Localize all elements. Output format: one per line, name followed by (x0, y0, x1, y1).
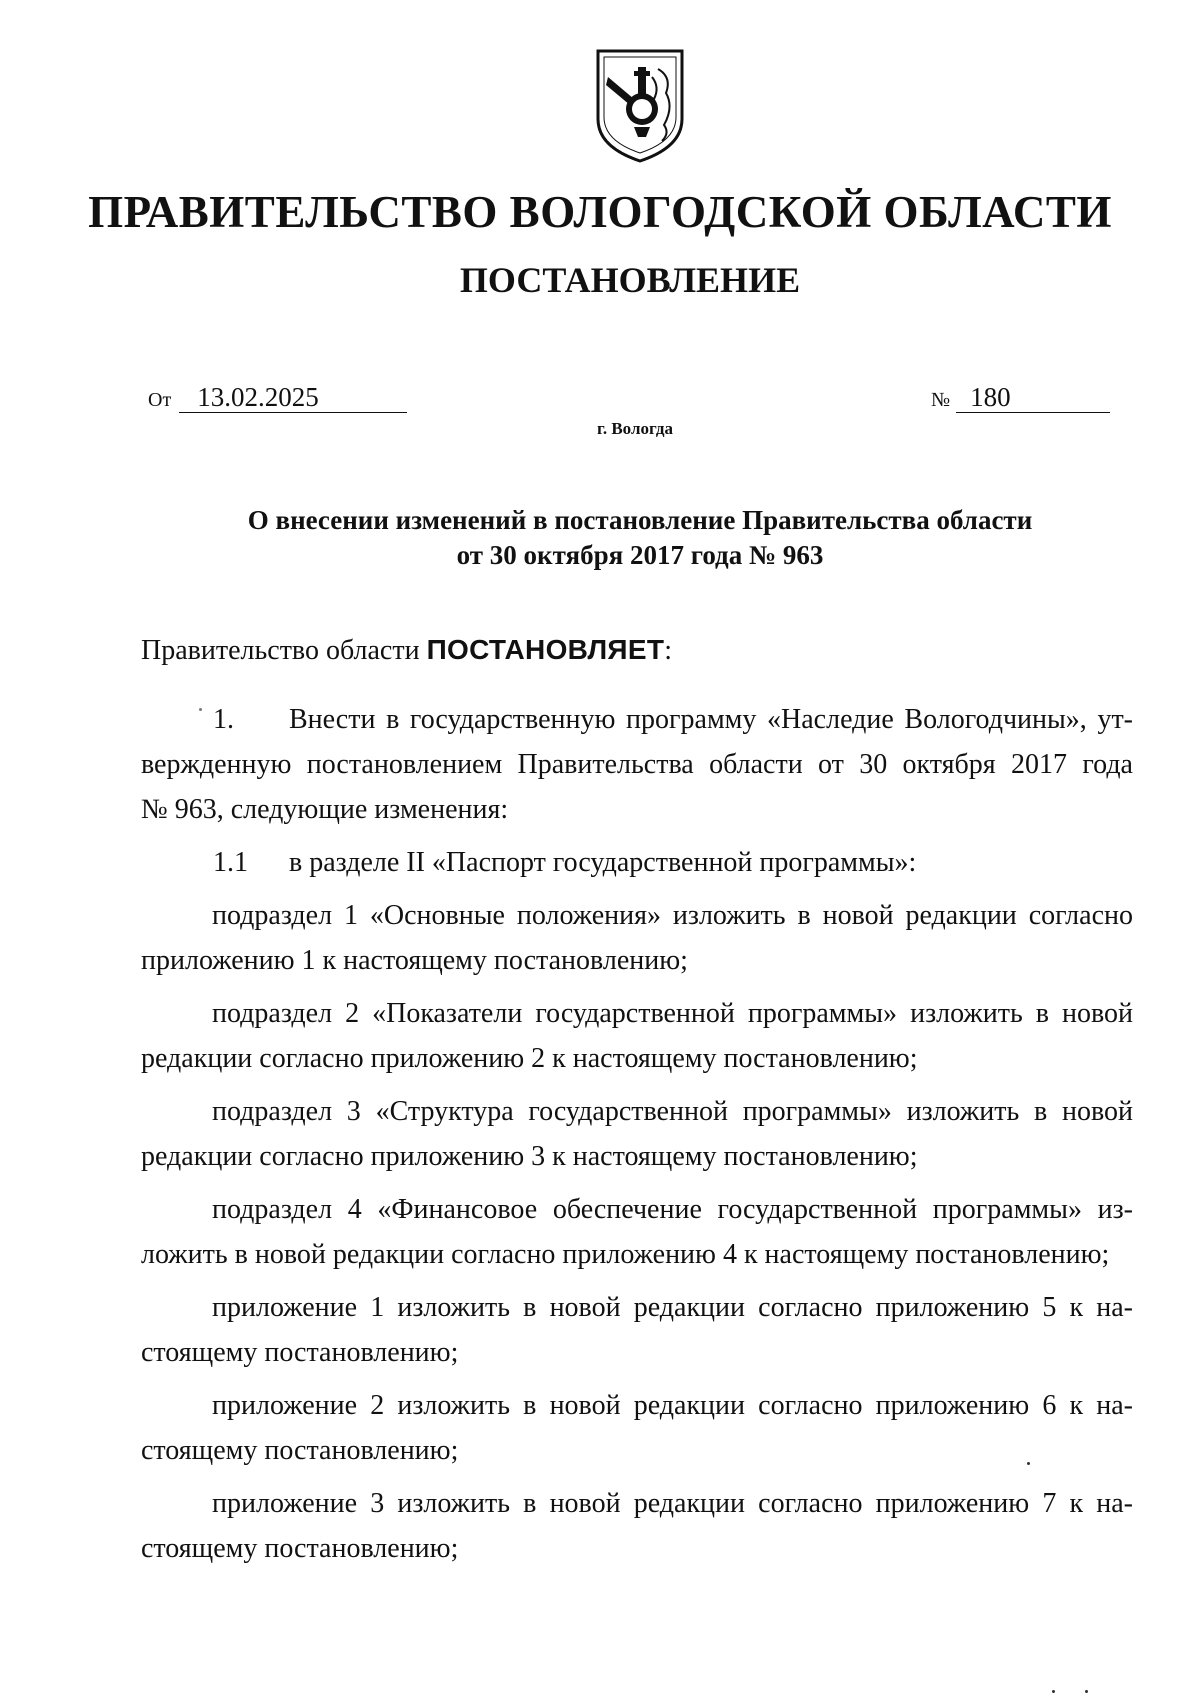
list-item-line-2: стоящему постановлению; (141, 1435, 459, 1466)
list-item-line-2: редакции согласно приложению 2 к настоящему постановлению; (141, 1043, 918, 1074)
paragraph-number: 1.1 (213, 847, 248, 878)
subject-line-2: от 30 октября 2017 года № 963 (456, 540, 824, 570)
list-item-line-1: приложение 3 изложить в новой редакции согласно приложению 7 к на- (212, 1488, 1133, 1519)
list-item-line-1: приложение 2 изложить в новой редакции согласно приложению 6 к на- (212, 1390, 1133, 1421)
organization-title: ПРАВИТЕЛЬСТВО ВОЛОГОДСКОЙ ОБЛАСТИ (88, 187, 1112, 237)
document-subject (0, 503, 1200, 573)
list-item-line-1: приложение 1 изложить в новой редакции согласно приложению 5 к на- (212, 1292, 1133, 1323)
list-item-line-2: редакции согласно приложению 3 к настоящему постановлению; (141, 1141, 918, 1172)
document-city: г. Вологда (597, 419, 673, 438)
paragraph-1-line-2: вержденную постановлением Правительства области от 30 октября 2017 года (141, 749, 1133, 780)
list-item-line-1: подраздел 4 «Финансовое обеспечение государственной программы» из- (212, 1194, 1133, 1225)
document-number-block (931, 382, 1110, 416)
date-prefix: От (148, 389, 172, 411)
paragraph-1-1 (141, 840, 1133, 885)
document-body (141, 697, 1133, 1579)
paragraph-1 (141, 697, 1133, 832)
list-item-line-1: подраздел 2 «Показатели государственной программы» изложить в новой (212, 998, 1133, 1029)
preamble (141, 632, 672, 669)
list-item-line-2: приложению 1 к настоящему постановлению; (141, 945, 688, 976)
document-type-heading: ПОСТАНОВЛЕНИЕ (459, 260, 801, 300)
number-prefix: № (931, 389, 951, 411)
coat-of-arms-icon (594, 47, 686, 165)
list-item-line-1: подраздел 3 «Структура государственной программы» изложить в новой (212, 1096, 1133, 1127)
paragraph-number: 1. (213, 704, 234, 735)
list-item (141, 991, 1133, 1081)
subject-line-1: О внесении изменений в постановление Правительства области (247, 505, 1033, 535)
scan-mark (1052, 1690, 1055, 1693)
document-number: 180 (956, 382, 1110, 413)
preamble-suffix: : (664, 635, 673, 666)
list-item (141, 1285, 1133, 1375)
list-item (141, 1481, 1133, 1571)
preamble-emphasis: ПОСТАНОВЛЯЕТ (426, 634, 665, 665)
list-item (141, 893, 1133, 983)
document-date: 13.02.2025 (179, 382, 407, 413)
paragraph-1-line-3: № 963, следующие изменения: (141, 794, 509, 825)
paragraph-1-1-line: 1.1 в разделе II «Паспорт государственной программы»: (141, 840, 1133, 885)
list-item-line-1: подраздел 1 «Основные положения» изложить в новой редакции согласно (212, 900, 1133, 931)
scan-mark (1085, 1690, 1088, 1693)
list-item-line-2: ложить в новой редакции согласно приложению 4 к настоящему постановлению; (141, 1239, 1110, 1270)
list-item (141, 1383, 1133, 1473)
list-item (141, 1187, 1133, 1277)
document-date-block (148, 382, 407, 416)
preamble-text: Правительство области (141, 635, 427, 666)
list-item-line-2: стоящему постановлению; (141, 1337, 459, 1368)
list-item-line-2: стоящему постановлению; (141, 1533, 459, 1564)
scan-mark (1027, 1462, 1030, 1465)
list-item (141, 1089, 1133, 1179)
paragraph-1-line-1: 1. Внести в государственную программу «Наследие Вологодчины», ут- (141, 697, 1133, 742)
